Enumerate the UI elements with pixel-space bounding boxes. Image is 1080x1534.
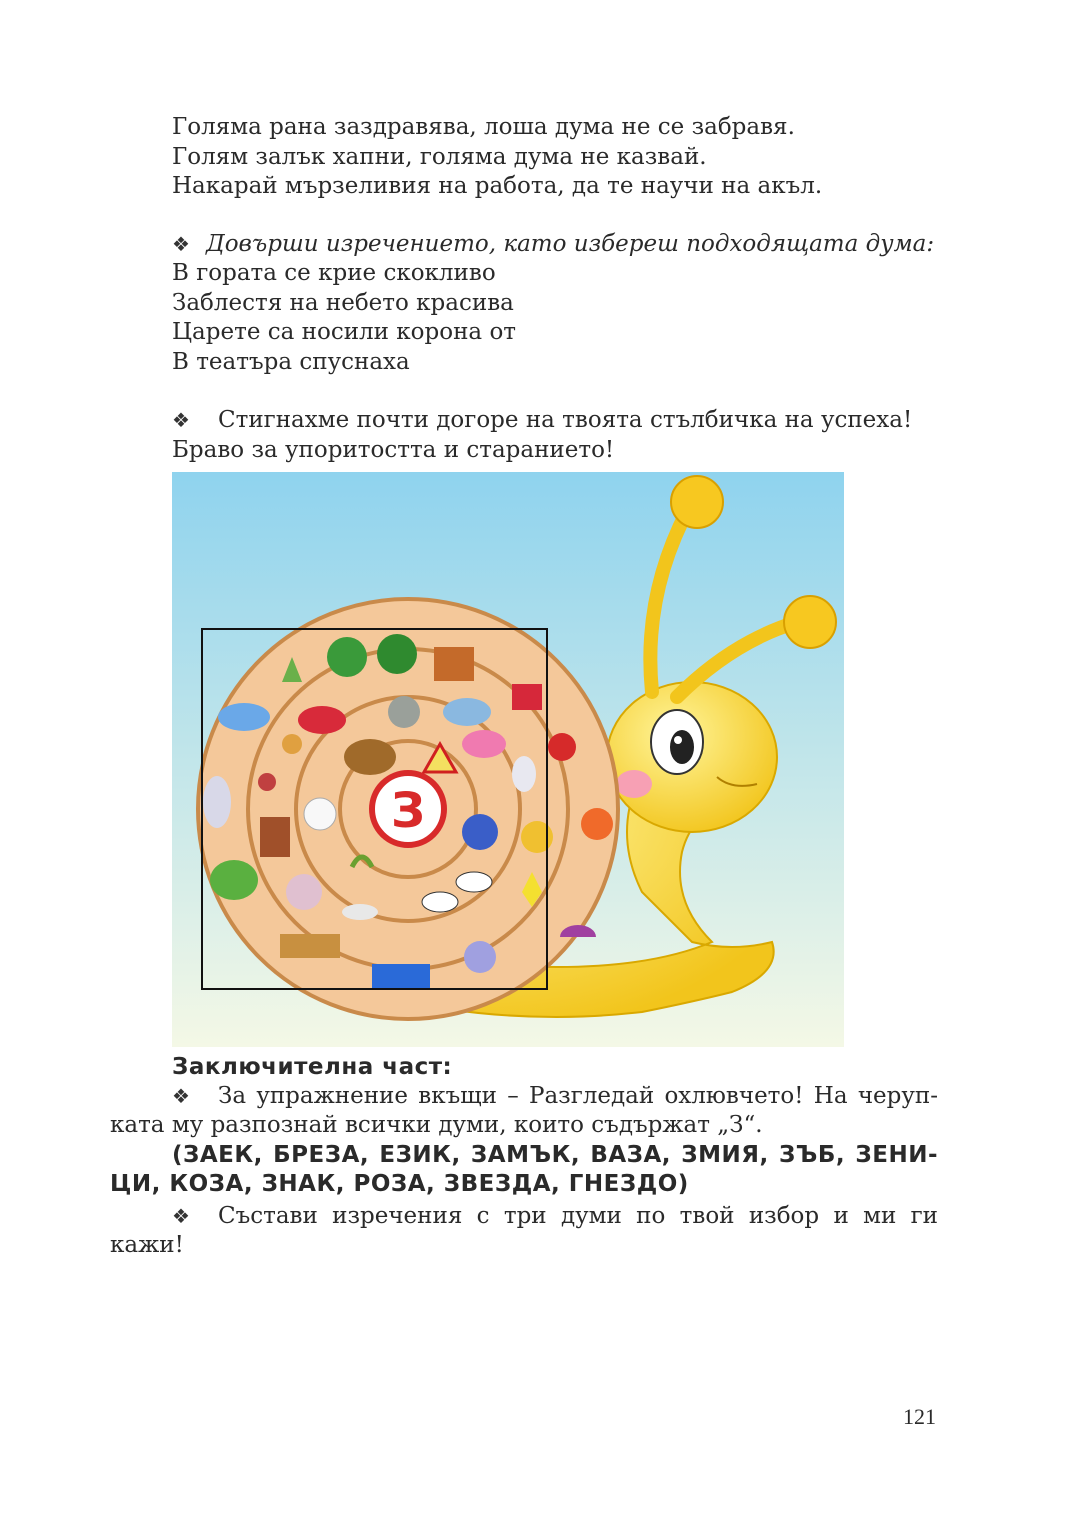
- snail-illustration: [172, 472, 844, 1047]
- tree-icon: [258, 773, 276, 791]
- watermelon-icon: [377, 634, 417, 674]
- answers-line-1: (ЗАЕК, БРЕЗА, ЕЗИК, ЗАМЪК, ВАЗА, ЗМИЯ, ЗЪБ, ЗЕНИ-: [172, 1142, 938, 1168]
- antenna-ball-right: [784, 596, 836, 648]
- encouragement-line-2: Браво за упоритостта и старанието!: [172, 437, 615, 463]
- ball-icon: [286, 874, 322, 910]
- eye-icon: [456, 872, 492, 892]
- truck-icon: [372, 964, 430, 990]
- dragonfly-icon: [342, 904, 378, 920]
- dish-icon: [443, 698, 491, 726]
- task-sentence-1: В гората се крие скокливо: [172, 260, 496, 286]
- clown-icon: [581, 808, 613, 840]
- sentences-task-line-1: [172, 1202, 938, 1231]
- homework-text-1: За упражнение вкъщи – Разгледай охлювчето! На черуп-: [218, 1083, 938, 1109]
- proverb-2: Голям залък хапни, голяма дума не казвай.: [172, 144, 707, 170]
- task-instruction-text: Довърши изречението, като избереш подходящата дума:: [206, 231, 935, 257]
- page-number: 121: [903, 1404, 936, 1429]
- gift-icon: [512, 684, 542, 710]
- conclusion-heading: Заключителна част:: [172, 1054, 453, 1080]
- goat-icon: [464, 941, 496, 973]
- task-sentence-3: Царете са носили корона от: [172, 319, 517, 345]
- nest-icon: [344, 739, 396, 775]
- dish-icon: [462, 730, 506, 758]
- eye-icon: [422, 892, 458, 912]
- castle-icon: [260, 817, 290, 857]
- lips-icon: [298, 706, 346, 734]
- bush-icon: [210, 860, 258, 900]
- proverb-3: Накарай мързеливия на работа, да те научи на акъл.: [172, 173, 823, 199]
- answers-line-2: ЦИ, КОЗА, ЗНАК, РОЗА, ЗВЕЗДА, ГНЕЗДО): [110, 1171, 689, 1197]
- sentences-task-line-2: кажи!: [110, 1232, 184, 1258]
- sentences-task-text: Състави изречения с три думи по твой избор и ми ги: [218, 1203, 938, 1229]
- homework-line-1: [172, 1082, 938, 1111]
- clown-icon: [521, 821, 553, 853]
- task-sentence-2: Заблестя на небето красива: [172, 290, 514, 316]
- flowers-icon: [462, 814, 498, 850]
- proverb-1: Голяма рана заздравява, лоша дума не се забравя.: [172, 114, 795, 140]
- center-letter: З: [390, 783, 426, 839]
- lock-icon: [388, 696, 420, 728]
- antenna-ball-left: [671, 476, 723, 528]
- bullet-icon: ❖: [172, 1204, 190, 1228]
- snail-pupil: [670, 730, 694, 764]
- rose-icon: [548, 733, 576, 761]
- house-icon: [434, 647, 474, 681]
- encouragement-text: Стигнахме почти догоре на твоята стълбичка на успеха!: [218, 407, 913, 433]
- task-instruction: [172, 229, 934, 259]
- tooth-icon: [304, 798, 336, 830]
- snail-cheek: [616, 770, 652, 798]
- homework-line-2: ката му разпознай всички думи, които съдържат „З“.: [110, 1112, 763, 1138]
- task-sentence-4: В театъра спуснаха: [172, 349, 410, 375]
- bullet-icon: ❖: [172, 408, 190, 432]
- cloud-icon: [218, 703, 270, 731]
- fence-icon: [280, 934, 340, 958]
- watermelon-icon: [327, 637, 367, 677]
- rabbit-icon: [203, 776, 231, 828]
- bullet-icon: ❖: [172, 232, 190, 256]
- bee-icon: [282, 734, 302, 754]
- bullet-icon: ❖: [172, 1084, 190, 1108]
- encouragement-line-1: [172, 405, 912, 435]
- vase-icon: [512, 756, 536, 792]
